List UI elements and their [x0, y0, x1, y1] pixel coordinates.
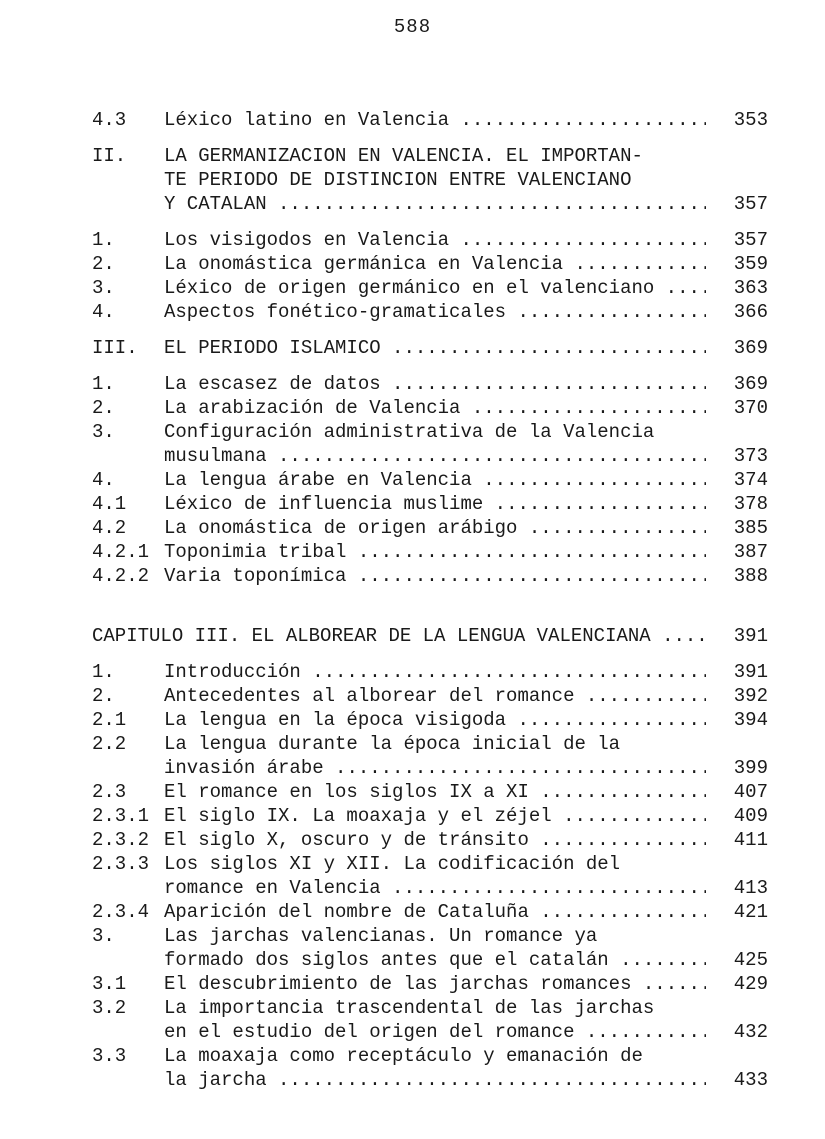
entry-title: invasión árabe ..... [164, 756, 706, 780]
toc-entry [92, 252, 768, 276]
entry-title: en el estudio del origen del romance ..... [164, 1020, 706, 1044]
toc-entry [92, 168, 768, 192]
toc-entry [92, 660, 768, 684]
entry-page: 388 [712, 564, 768, 588]
entry-page: 391 [712, 624, 768, 648]
entry-page: 392 [712, 684, 768, 708]
entry-page: 411 [712, 828, 768, 852]
entry-title: El romance en los siglos IX a XI ..... [164, 780, 706, 804]
toc-entry [92, 948, 768, 972]
entry-title: Introducción ..... [164, 660, 706, 684]
entry-title: romance en Valencia ..... [164, 876, 706, 900]
entry-page: 391 [712, 660, 768, 684]
entry-title: El siglo X, oscuro y de tránsito ..... [164, 828, 706, 852]
entry-number: 3.1 [92, 973, 127, 995]
toc-entry [92, 228, 768, 252]
toc-entry [92, 804, 768, 828]
entry-page: 366 [712, 300, 768, 324]
entry-title: LA GERMANIZACION EN VALENCIA. EL IMPORTAN- [164, 145, 643, 167]
toc-entry [92, 852, 768, 876]
entry-title: TE PERIODO DE DISTINCION ENTRE VALENCIANO [164, 169, 632, 191]
entry-title: la jarcha ..... [164, 1068, 706, 1092]
toc-entry [92, 492, 768, 516]
toc-entry [92, 372, 768, 396]
toc-entry [92, 684, 768, 708]
toc-entry [92, 444, 768, 468]
entry-number: 2.2 [92, 733, 127, 755]
entry-number: 3.2 [92, 997, 127, 1019]
entry-page: 433 [712, 1068, 768, 1092]
toc-chapter-entry [92, 624, 768, 648]
entry-page: 425 [712, 948, 768, 972]
entry-title: Antecedentes al alborear del romance ..... [164, 684, 706, 708]
entry-number: 4.2.2 [92, 565, 150, 587]
entry-number: 2.3.3 [92, 853, 150, 875]
entry-number: 3.3 [92, 1045, 127, 1067]
entry-number: 4.3 [92, 109, 127, 131]
toc-entry [92, 996, 768, 1020]
entry-page: 374 [712, 468, 768, 492]
entry-number: 2.3.2 [92, 829, 150, 851]
entry-title: Las jarchas valencianas. Un romance ya [164, 925, 598, 947]
entry-title: La arabización de Valencia ..... [164, 396, 706, 420]
entry-title: Los siglos XI y XII. La codificación del [164, 853, 621, 875]
toc-entry [92, 780, 768, 804]
toc-entry [92, 468, 768, 492]
toc-entry [92, 276, 768, 300]
entry-page: 373 [712, 444, 768, 468]
entry-page: 399 [712, 756, 768, 780]
toc-entry [92, 1020, 768, 1044]
toc-entry [92, 900, 768, 924]
entry-page: 370 [712, 396, 768, 420]
entry-title: El siglo IX. La moaxaja y el zéjel ..... [164, 804, 706, 828]
entry-page: 421 [712, 900, 768, 924]
toc-entry [92, 540, 768, 564]
entry-title: Aparición del nombre de Cataluña ..... [164, 900, 706, 924]
entry-title: Los visigodos en Valencia ..... [164, 228, 706, 252]
entry-title: EL PERIODO ISLAMICO ..... [164, 336, 706, 360]
entry-number: 4.2 [92, 517, 127, 539]
entry-number: 1. [92, 661, 115, 683]
toc-entry [92, 516, 768, 540]
toc-entry [92, 192, 768, 216]
entry-page: 409 [712, 804, 768, 828]
entry-page: 429 [712, 972, 768, 996]
page-number: 588 [393, 16, 432, 38]
entry-number: 3. [92, 277, 115, 299]
entry-number: II. [92, 145, 127, 167]
entry-page: 369 [712, 372, 768, 396]
entry-number: 2.3.1 [92, 805, 150, 827]
toc-entry [92, 828, 768, 852]
toc-entry [92, 420, 768, 444]
entry-page: 394 [712, 708, 768, 732]
entry-page: 432 [712, 1020, 768, 1044]
entry-number: 2.3 [92, 781, 127, 803]
entry-page: 385 [712, 516, 768, 540]
toc-entry [92, 732, 768, 756]
entry-title: Léxico de influencia muslime ..... [164, 492, 706, 516]
entry-title: Léxico de origen germánico en el valenciano ..... [164, 276, 706, 300]
entry-number: 2. [92, 685, 115, 707]
entry-number: 2.1 [92, 709, 127, 731]
entry-title: Y CATALAN ..... [164, 192, 706, 216]
toc-entry [92, 924, 768, 948]
entry-title: La onomástica de origen arábigo ..... [164, 516, 706, 540]
toc-entry [92, 144, 768, 168]
entry-number: 3. [92, 421, 115, 443]
toc-entry [92, 108, 768, 132]
entry-number: 2.3.4 [92, 901, 150, 923]
toc-entry [92, 708, 768, 732]
entry-number: 3. [92, 925, 115, 947]
entry-title: musulmana ..... [164, 444, 706, 468]
entry-title: formado dos siglos antes que el catalán ..... [164, 948, 706, 972]
entry-number: III. [92, 337, 138, 359]
entry-number: 2. [92, 253, 115, 275]
entry-title: La importancia trascendental de las jarchas [164, 997, 655, 1019]
chapter-title: CAPITULO III. EL ALBOREAR DE LA LENGUA VALENCIANA ..... [92, 624, 706, 648]
entry-number: 4. [92, 469, 115, 491]
entry-page: 407 [712, 780, 768, 804]
toc-entry [92, 1044, 768, 1068]
toc-entry [92, 396, 768, 420]
toc-entry [92, 1068, 768, 1092]
toc-entry [92, 876, 768, 900]
entry-number: 2. [92, 397, 115, 419]
entry-page: 353 [712, 108, 768, 132]
entry-page: 359 [712, 252, 768, 276]
entry-number: 4.1 [92, 493, 127, 515]
toc-entry [92, 300, 768, 324]
entry-title: La onomástica germánica en Valencia ..... [164, 252, 706, 276]
entry-title: La escasez de datos ..... [164, 372, 706, 396]
entry-page: 357 [712, 192, 768, 216]
toc-entry [92, 564, 768, 588]
entry-page: 357 [712, 228, 768, 252]
entry-number: 4. [92, 301, 115, 323]
entry-title: La lengua durante la época inicial de la [164, 733, 621, 755]
entry-page: 369 [712, 336, 768, 360]
entry-title: La moaxaja como receptáculo y emanación de [164, 1045, 643, 1067]
entry-page: 387 [712, 540, 768, 564]
entry-page: 413 [712, 876, 768, 900]
entry-title: La lengua en la época visigoda ..... [164, 708, 706, 732]
entry-title: Léxico latino en Valencia ..... [164, 108, 706, 132]
entry-title: Aspectos fonético-gramaticales ..... [164, 300, 706, 324]
toc-entry [92, 336, 768, 360]
toc-entry [92, 756, 768, 780]
toc-entry [92, 972, 768, 996]
entry-title: Configuración administrativa de la Valencia [164, 421, 655, 443]
entry-page: 363 [712, 276, 768, 300]
entry-number: 1. [92, 373, 115, 395]
entry-title: Toponimia tribal ..... [164, 540, 706, 564]
entry-title: El descubrimiento de las jarchas romances ..... [164, 972, 706, 996]
entry-number: 4.2.1 [92, 541, 150, 563]
entry-number: 1. [92, 229, 115, 251]
entry-page: 378 [712, 492, 768, 516]
entry-title: La lengua árabe en Valencia ..... [164, 468, 706, 492]
entry-title: Varia toponímica ..... [164, 564, 706, 588]
